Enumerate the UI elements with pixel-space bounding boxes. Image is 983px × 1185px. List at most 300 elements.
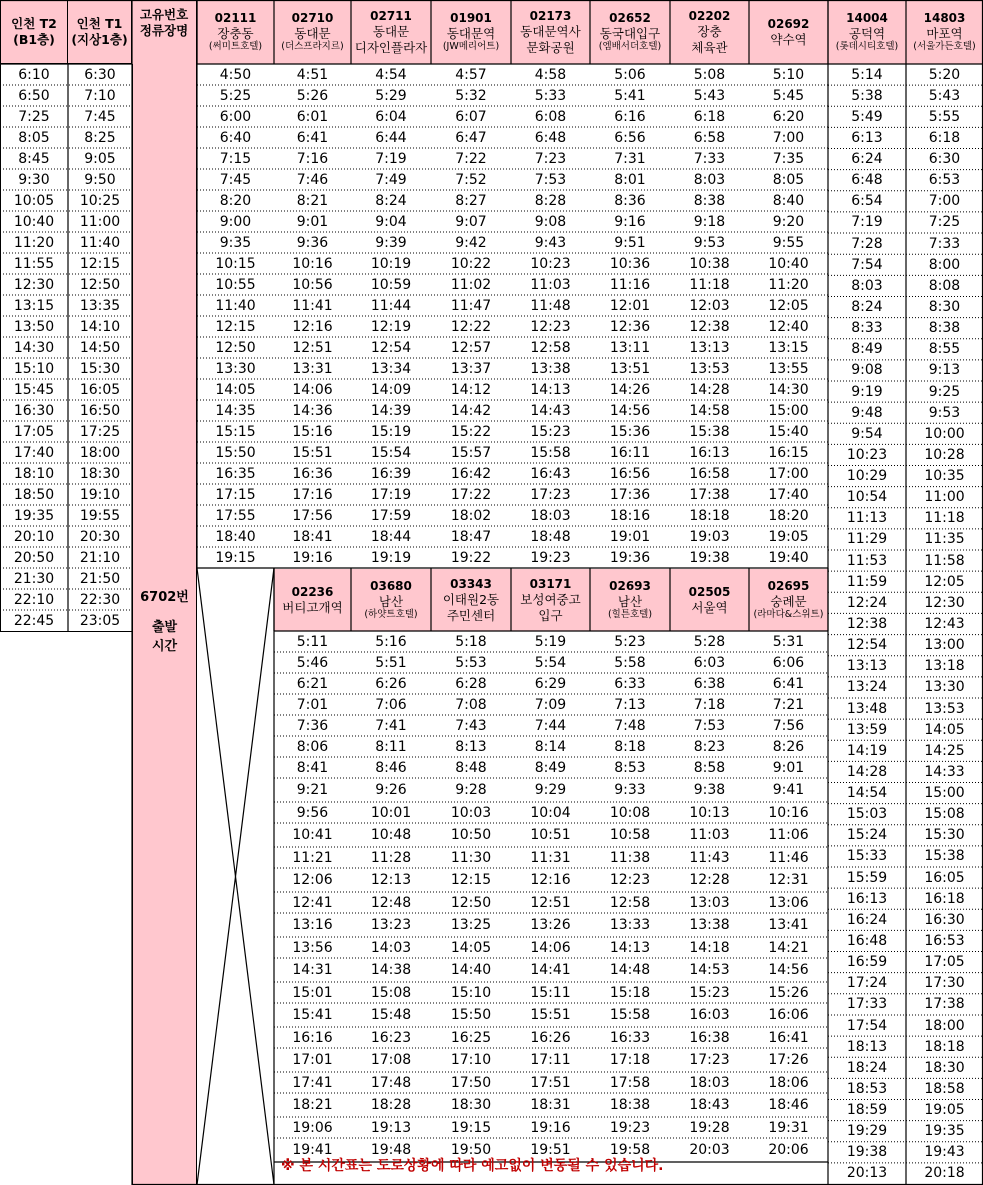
departure-time: 14:40 — [450, 962, 492, 978]
departure-time: 8:13 — [455, 738, 487, 755]
departure-time: 4:58 — [534, 66, 567, 83]
header-incheon-t1 — [68, 0, 132, 64]
departure-time: 16:16 — [292, 1029, 333, 1046]
departure-time: 17:01 — [292, 1052, 333, 1068]
header-t2-line1: 인천 T2 — [11, 16, 57, 32]
departure-time: 18:06 — [768, 1074, 809, 1091]
stop-code: 02693 — [609, 578, 651, 593]
departure-time: 13:48 — [846, 700, 888, 717]
departure-time: 18:03 — [530, 507, 571, 524]
departure-time: 12:22 — [450, 318, 492, 335]
stop-code: 03171 — [529, 576, 572, 591]
departure-t1: 8:25 — [84, 129, 116, 146]
departure-time: 12:36 — [609, 318, 651, 335]
departure-time: 16:38 — [689, 1029, 730, 1046]
departure-time: 18:20 — [768, 507, 809, 524]
departure-time: 7:31 — [614, 150, 646, 167]
departure-t1: 11:40 — [79, 234, 121, 251]
stop-header-02236 — [274, 569, 351, 631]
departure-time: 7:22 — [455, 150, 487, 167]
departure-time: 13:11 — [609, 339, 651, 356]
departure-time: 5:23 — [614, 633, 646, 650]
departure-time: 9:18 — [693, 213, 726, 230]
departure-t1: 11:00 — [79, 213, 121, 230]
stop-name: 공덕역 — [848, 25, 886, 41]
departure-time: 18:30 — [450, 1097, 492, 1113]
departure-time: 12:50 — [215, 339, 256, 356]
departure-time: 16:59 — [846, 954, 888, 971]
departure-time: 12:16 — [530, 872, 571, 888]
departure-time: 9:41 — [772, 782, 805, 798]
stop-code: 02111 — [214, 10, 257, 25]
departure-time: 16:56 — [609, 465, 651, 482]
departure-time: 7:21 — [772, 696, 805, 713]
departure-time: 12:38 — [846, 615, 888, 632]
departure-t2: 11:20 — [13, 234, 55, 251]
stop-name: 마포역 — [926, 25, 963, 41]
departure-time: 12:54 — [370, 339, 412, 356]
departure-time: 6:48 — [851, 172, 883, 189]
departure-time: 20:06 — [768, 1142, 809, 1158]
stop-code: 02202 — [688, 8, 731, 23]
departure-time: 14:12 — [450, 381, 492, 398]
stop-header-02202 — [670, 0, 749, 64]
departure-time: 19:03 — [689, 528, 730, 545]
departure-time: 13:34 — [370, 360, 412, 377]
departure-time: 12:38 — [689, 318, 730, 335]
departure-time: 6:54 — [851, 193, 883, 210]
departure-time: 8:36 — [614, 192, 646, 209]
departure-time: 18:28 — [370, 1097, 412, 1113]
departure-time: 11:47 — [450, 297, 492, 314]
departure-t1: 7:45 — [84, 108, 116, 125]
departure-t1: 14:50 — [79, 339, 121, 356]
departure-time: 5:29 — [375, 87, 407, 104]
departure-time: 7:36 — [296, 717, 329, 734]
header-stop-id-label: 고유번호 — [139, 7, 189, 22]
departure-time: 16:11 — [609, 444, 651, 461]
departure-time: 14:33 — [924, 763, 965, 780]
departure-time: 18:00 — [924, 1017, 965, 1034]
stop-code: 01901 — [450, 10, 492, 25]
route-departure-label-2: 시간 — [151, 639, 178, 654]
stop-code: 02652 — [609, 10, 651, 25]
departure-time: 8:49 — [851, 341, 883, 358]
departure-time: 19:22 — [450, 549, 492, 566]
departure-time: 6:06 — [772, 654, 805, 671]
departure-time: 8:08 — [928, 277, 961, 294]
departure-time: 7:13 — [614, 696, 646, 713]
departure-time: 11:38 — [609, 849, 651, 866]
departure-time: 18:18 — [924, 1038, 965, 1055]
departure-time: 13:30 — [924, 679, 965, 696]
departure-t2: 20:10 — [13, 528, 55, 545]
departure-time: 6:13 — [851, 129, 883, 146]
departure-time: 6:30 — [928, 151, 961, 168]
departure-time: 16:24 — [846, 911, 888, 928]
departure-time: 13:33 — [609, 917, 651, 933]
departure-time: 8:06 — [296, 738, 329, 755]
departure-time: 7:35 — [772, 150, 805, 167]
departure-time: 16:05 — [924, 869, 965, 886]
departure-time: 15:51 — [530, 1007, 571, 1023]
departure-time: 6:18 — [693, 108, 726, 125]
departure-time: 14:25 — [924, 742, 965, 759]
departure-t2: 13:50 — [13, 318, 55, 335]
departure-time: 9:08 — [851, 362, 883, 379]
departure-time: 16:13 — [846, 890, 888, 907]
departure-time: 18:53 — [846, 1080, 888, 1097]
departure-time: 6:38 — [693, 675, 726, 692]
departure-time: 13:26 — [530, 917, 571, 933]
departure-time: 19:35 — [924, 1123, 965, 1140]
departure-time: 12:13 — [370, 872, 412, 888]
stop-header-14803 — [906, 0, 983, 64]
stop-code: 02711 — [370, 8, 412, 23]
departure-time: 17:51 — [530, 1074, 571, 1091]
departure-time: 16:13 — [689, 444, 730, 461]
departure-time: 18:24 — [846, 1059, 888, 1076]
departure-t1: 22:30 — [79, 591, 121, 608]
stop-header-01901 — [431, 0, 511, 64]
departure-time: 9:00 — [219, 213, 252, 230]
departure-time: 6:44 — [375, 129, 407, 146]
departure-time: 9:13 — [928, 362, 961, 379]
departure-time: 9:25 — [928, 383, 961, 400]
stop-name: 동대문역사 — [520, 23, 581, 39]
departure-time: 11:16 — [609, 276, 651, 293]
departure-time: 9:56 — [296, 804, 329, 821]
departure-time: 10:28 — [924, 446, 965, 463]
departure-time: 8:20 — [219, 192, 252, 209]
stop-sub: (힐튼호텔) — [607, 609, 653, 621]
departure-time: 7:44 — [534, 717, 567, 734]
departure-time: 12:15 — [215, 318, 256, 335]
departure-time: 16:42 — [450, 465, 492, 482]
departure-time: 11:35 — [924, 531, 965, 548]
departure-time: 5:41 — [614, 87, 646, 104]
departure-time: 19:06 — [292, 1119, 333, 1136]
departure-time: 5:55 — [928, 108, 961, 125]
departure-time: 9:20 — [772, 213, 805, 230]
departure-time: 15:58 — [609, 1007, 651, 1023]
departure-time: 15:48 — [370, 1007, 412, 1023]
departure-time: 10:23 — [530, 255, 571, 272]
timetable-note: ※ 본 시간표는 도로상황에 따라 예고없이 변동될 수 있습니다. — [281, 1158, 664, 1174]
stop-sub: (라마다&스위트) — [753, 609, 824, 621]
departure-time: 17:41 — [292, 1074, 333, 1091]
stop-name: 서울역 — [691, 599, 728, 615]
departure-time: 16:48 — [846, 932, 888, 949]
departure-time: 12:50 — [450, 894, 492, 911]
departure-time: 19:23 — [609, 1119, 651, 1136]
departure-time: 6:24 — [851, 151, 883, 168]
departure-time: 9:51 — [614, 234, 646, 251]
departure-time: 12:58 — [609, 894, 651, 911]
departure-time: 5:11 — [296, 633, 329, 650]
departure-time: 8:05 — [772, 171, 805, 188]
departure-time: 11:41 — [292, 297, 333, 314]
stop-name: 보성여중고 — [520, 591, 581, 607]
departure-time: 7:18 — [693, 696, 726, 713]
departure-time: 16:23 — [370, 1029, 412, 1046]
departure-t1: 10:25 — [79, 192, 121, 209]
stop-sub: (엠배서더호텔) — [598, 41, 662, 53]
departure-time: 8:18 — [614, 738, 646, 755]
departure-time: 6:16 — [614, 108, 646, 125]
departure-time: 13:00 — [924, 637, 965, 654]
departure-time: 17:22 — [450, 486, 492, 503]
departure-time: 18:38 — [609, 1097, 651, 1113]
departure-time: 17:24 — [846, 975, 888, 992]
departure-time: 12:16 — [292, 318, 333, 335]
departure-time: 9:04 — [375, 213, 407, 230]
departure-time: 12:15 — [450, 872, 492, 888]
departure-time: 13:18 — [924, 658, 965, 675]
departure-time: 5:54 — [534, 654, 567, 671]
departure-time: 5:26 — [296, 87, 329, 104]
departure-time: 6:28 — [455, 675, 487, 692]
departure-time: 9:55 — [772, 234, 805, 251]
departure-time: 6:47 — [455, 129, 487, 146]
departure-time: 18:18 — [689, 507, 730, 524]
departure-time: 4:54 — [375, 66, 407, 83]
stop-code: 02710 — [291, 10, 334, 25]
departure-t2: 13:15 — [13, 297, 55, 314]
departure-time: 9:16 — [614, 213, 646, 230]
departure-time: 20:18 — [924, 1165, 965, 1182]
departure-time: 12:05 — [924, 573, 965, 590]
departure-time: 17:33 — [846, 996, 888, 1013]
departure-time: 9:19 — [851, 383, 883, 400]
departure-time: 17:23 — [530, 486, 571, 503]
departure-time: 8:01 — [614, 171, 646, 188]
departure-time: 14:53 — [689, 962, 730, 978]
departure-time: 9:26 — [375, 782, 407, 798]
departure-t2: 8:05 — [18, 129, 50, 146]
departure-time: 18:43 — [689, 1097, 730, 1113]
departure-time: 6:33 — [614, 675, 646, 692]
departure-t2: 14:30 — [13, 339, 55, 356]
departure-time: 5:20 — [928, 66, 961, 83]
departure-time: 15:00 — [924, 785, 965, 802]
departure-time: 12:05 — [768, 297, 809, 314]
departure-time: 9:01 — [772, 759, 805, 776]
stop-header-02111 — [197, 0, 274, 64]
stop-name: 버티고개역 — [282, 599, 343, 615]
header-t2-line2: (B1층) — [13, 32, 55, 47]
departure-t2: 11:55 — [13, 255, 55, 272]
departure-time: 7:46 — [296, 171, 329, 188]
departure-time: 6:41 — [296, 129, 329, 146]
stop-header-02505 — [670, 569, 749, 631]
departure-time: 8:28 — [534, 192, 567, 209]
departure-time: 13:03 — [689, 894, 730, 911]
departure-time: 12:57 — [450, 339, 492, 356]
departure-t1: 16:05 — [79, 381, 121, 398]
departure-time: 5:08 — [693, 66, 726, 83]
departure-time: 7:43 — [455, 717, 487, 734]
departure-time: 15:40 — [768, 423, 809, 440]
departure-time: 17:58 — [609, 1074, 651, 1091]
departure-t2: 8:45 — [18, 150, 50, 167]
departure-time: 18:58 — [924, 1080, 965, 1097]
departure-time: 11:43 — [689, 849, 730, 866]
departure-time: 15:03 — [846, 806, 888, 823]
departure-time: 13:24 — [846, 679, 888, 696]
departure-time: 11:48 — [530, 297, 571, 314]
departure-time: 18:59 — [846, 1102, 888, 1119]
departure-time: 7:15 — [219, 150, 252, 167]
departure-time: 8:41 — [296, 759, 329, 776]
departure-t2: 19:35 — [13, 507, 55, 524]
departure-time: 11:53 — [846, 552, 888, 569]
departure-time: 4:57 — [455, 66, 487, 83]
departure-time: 6:41 — [772, 675, 805, 692]
departure-time: 19:36 — [609, 549, 651, 566]
departure-time: 12:03 — [689, 297, 730, 314]
departure-t1: 19:55 — [79, 507, 121, 524]
departure-time: 16:33 — [609, 1029, 651, 1046]
departure-time: 14:30 — [768, 381, 809, 398]
departure-time: 15:26 — [768, 984, 809, 1001]
stop-header-02693 — [590, 569, 670, 631]
departure-time: 16:25 — [450, 1029, 492, 1046]
departure-time: 9:36 — [296, 234, 329, 251]
departure-time: 11:13 — [846, 510, 888, 527]
departure-time: 17:59 — [370, 507, 412, 524]
departure-time: 14:56 — [609, 402, 651, 419]
departure-time: 18:13 — [846, 1038, 888, 1055]
departure-time: 14:05 — [450, 939, 492, 956]
departure-time: 11:20 — [768, 276, 809, 293]
departure-time: 17:50 — [450, 1074, 492, 1091]
departure-t2: 12:30 — [13, 276, 55, 293]
stop-code: 02236 — [291, 584, 334, 599]
departure-time: 18:31 — [530, 1097, 571, 1113]
departure-time: 18:02 — [450, 507, 492, 524]
departure-time: 8:48 — [455, 759, 487, 776]
departure-time: 6:08 — [534, 108, 567, 125]
departure-time: 15:01 — [292, 984, 333, 1001]
departure-time: 7:16 — [296, 150, 329, 167]
departure-t1: 12:50 — [79, 276, 121, 293]
stop-header-02695 — [749, 569, 828, 631]
stop-sub: (롯데시티호텔) — [835, 41, 899, 53]
departure-time: 17:40 — [768, 486, 809, 503]
departure-time: 13:13 — [846, 658, 888, 675]
departure-time: 15:50 — [450, 1007, 492, 1023]
departure-time: 12:01 — [609, 297, 651, 314]
departure-time: 15:24 — [846, 827, 888, 844]
header-t1-line1: 인천 T1 — [76, 16, 123, 32]
departure-time: 11:28 — [370, 849, 412, 866]
departure-time: 15:51 — [292, 444, 333, 461]
departure-time: 10:36 — [609, 255, 651, 272]
departure-time: 17:54 — [846, 1017, 888, 1034]
departure-time: 15:58 — [530, 444, 571, 461]
departure-time: 5:14 — [851, 66, 883, 83]
departure-time: 15:18 — [609, 984, 651, 1001]
departure-time: 13:15 — [768, 339, 809, 356]
departure-time: 14:39 — [370, 402, 412, 419]
departure-time: 10:40 — [768, 255, 809, 272]
departure-time: 18:44 — [370, 528, 412, 545]
departure-time: 8:38 — [693, 192, 726, 209]
departure-time: 9:48 — [851, 404, 883, 421]
stop-name: 남산 — [378, 593, 404, 609]
departure-time: 5:28 — [693, 633, 726, 650]
departure-time: 8:23 — [693, 738, 726, 755]
departure-time: 9:33 — [614, 782, 646, 798]
departure-time: 6:26 — [375, 675, 407, 692]
stop-name2: 디자인플라자 — [354, 39, 428, 55]
departure-time: 17:48 — [370, 1074, 412, 1091]
departure-time: 18:21 — [292, 1097, 333, 1113]
departure-time: 15:22 — [450, 423, 492, 440]
header-stop-name-label: 정류장명 — [139, 22, 189, 38]
stop-code: 03343 — [450, 576, 492, 591]
departure-time: 19:23 — [530, 549, 571, 566]
departure-time: 11:59 — [846, 573, 888, 590]
departure-time: 11:21 — [292, 849, 333, 866]
departure-time: 5:53 — [455, 654, 487, 671]
departure-time: 17:23 — [689, 1052, 730, 1068]
stop-name: 남산 — [617, 593, 643, 609]
departure-time: 15:16 — [292, 423, 333, 440]
departure-t2: 17:40 — [13, 444, 55, 461]
departure-t1: 21:10 — [79, 549, 121, 566]
departure-time: 12:41 — [292, 894, 333, 911]
departure-time: 10:00 — [924, 425, 965, 442]
departure-time: 6:03 — [693, 654, 726, 671]
departure-time: 5:25 — [219, 87, 252, 104]
departure-time: 10:13 — [689, 804, 730, 821]
departure-time: 7:06 — [375, 696, 407, 713]
departure-t1: 19:10 — [79, 486, 121, 503]
departure-time: 15:08 — [370, 984, 412, 1001]
departure-time: 8:03 — [693, 171, 726, 188]
departure-time: 6:58 — [693, 129, 726, 146]
departure-time: 12:23 — [609, 872, 651, 888]
departure-time: 15:57 — [450, 444, 492, 461]
departure-time: 5:32 — [455, 87, 487, 104]
stop-header-03680 — [351, 569, 431, 631]
departure-time: 9:53 — [928, 404, 961, 421]
route-number: 6702번 — [140, 590, 189, 605]
stop-code: 14004 — [846, 10, 888, 25]
stop-header-02711 — [351, 0, 431, 64]
departure-time: 13:37 — [450, 360, 492, 377]
stop-code: 02695 — [767, 578, 810, 593]
departure-time: 15:38 — [924, 848, 965, 865]
empty-cross — [197, 568, 274, 1185]
departure-time: 6:48 — [534, 129, 567, 146]
departure-time: 9:42 — [455, 234, 487, 251]
departure-time: 12:58 — [530, 339, 571, 356]
departure-time: 15:54 — [370, 444, 412, 461]
departure-time: 6:56 — [614, 129, 646, 146]
departure-time: 16:36 — [292, 465, 333, 482]
departure-time: 7:54 — [851, 256, 883, 273]
departure-time: 19:16 — [292, 549, 333, 566]
departure-time: 20:03 — [689, 1142, 730, 1158]
departure-time: 10:35 — [924, 468, 965, 485]
departure-time: 19:50 — [450, 1142, 492, 1158]
departure-time: 16:39 — [370, 465, 412, 482]
departure-t1: 20:30 — [79, 528, 121, 545]
departure-time: 12:48 — [370, 894, 412, 911]
